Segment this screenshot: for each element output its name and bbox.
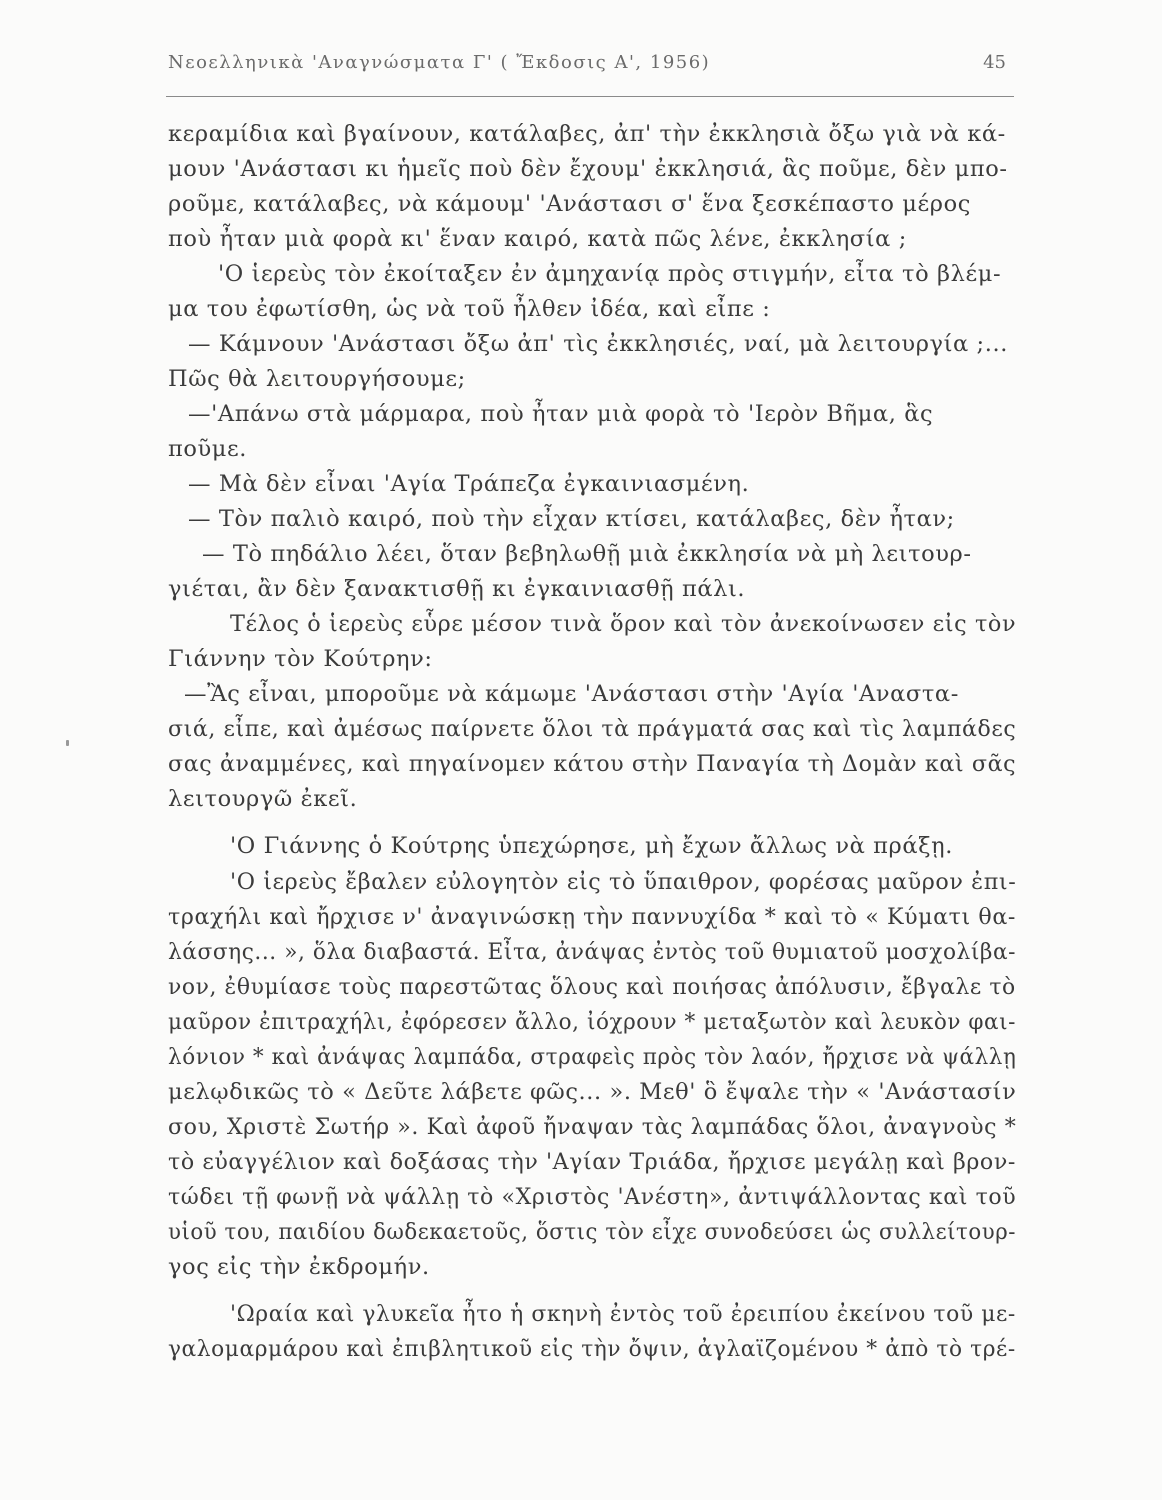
text-line: — Μὰ δὲν εἶναι 'Αγία Τράπεζα ἐγκαινιασμένη. [188, 471, 750, 497]
text-line: τὸ εὐαγγέλιον καὶ δοξάσας τὴν 'Αγίαν Τριάδα, ἤρχισε μεγάλῃ καὶ βρον- [168, 1149, 1016, 1175]
text-line: 'Ωραία καὶ γλυκεῖα ἦτο ἡ σκηνὴ ἐντὸς τοῦ ἐρειπίου ἐκείνου τοῦ με- [230, 1301, 1016, 1327]
text-line: μα του ἐφωτίσθη, ὡς νὰ τοῦ ἦλθεν ἰδέα, καὶ εἶπε : [168, 296, 771, 322]
running-header [168, 48, 1010, 88]
page-number: 45 [983, 52, 1006, 73]
text-line: κεραμίδια καὶ βγαίνουν, κατάλαβες, ἀπ' τὴν ἐκκλησιὰ ὄξω γιὰ νὰ κά- [168, 121, 1006, 147]
text-line: — Κάμνουν 'Ανάστασι ὄξω ἀπ' τὶς ἐκκλησιές, ναί, μὰ λειτουργία ;... [188, 331, 1008, 357]
text-line: μουν 'Ανάστασι κι ἡμεῖς ποὺ δὲν ἔχουμ' ἐκκλησιά, ἃς ποῦμε, δὲν μπο- [168, 156, 1008, 182]
text-line: ροῦμε, κατάλαβες, νὰ κάμουμ' 'Ανάστασι σ' ἕνα ξεσκέπαστο μέρος [168, 191, 971, 217]
text-line: Τέλος ὁ ἱερεὺς εὗρε μέσον τινὰ ὅρον καὶ τὸν ἀνεκοίνωσεν εἰς τὸν [230, 611, 1017, 637]
text-line: γιέται, ἂν δὲν ξανακτισθῇ κι ἐγκαινιασθῇ πάλι. [168, 576, 746, 602]
text-line: νον, ἐθυμίασε τοὺς παρεστῶτας ὅλους καὶ ποιήσας ἀπόλυσιν, ἔβγαλε τὸ [168, 974, 1016, 1000]
text-line: μελῳδικῶς τὸ « Δεῦτε λάβετε φῶς... ». Μεθ' ὃ ἔψαλε τὴν « 'Ανάστασίν [168, 1079, 1017, 1105]
text-line: 'Ο ἱερεὺς ἔβαλεν εὐλογητὸν εἰς τὸ ὕπαιθρον, φορέσας μαῦρον ἐπι- [230, 869, 1017, 895]
header-rule [166, 96, 1014, 97]
scan-speck [66, 740, 69, 746]
text-line: Πῶς θὰ λειτουργήσουμε; [168, 366, 466, 392]
text-line: ποὺ ἦταν μιὰ φορὰ κι' ἕναν καιρό, κατὰ πῶς λένε, ἐκκλησία ; [168, 226, 907, 252]
text-line: —'Απάνω στὰ μάρμαρα, ποὺ ἦταν μιὰ φορὰ τὸ 'Ιερὸν Βῆμα, ἃς [188, 401, 934, 427]
text-line: —Ἂς εἶναι, μποροῦμε νὰ κάμωμε 'Ανάστασι στὴν 'Αγία 'Αναστα- [184, 681, 959, 707]
text-line: υἱοῦ του, παιδίου δωδεκαετοῦς, ὅστις τὸν εἶχε συνοδεύσει ὡς συλλείτουρ- [168, 1219, 1017, 1245]
running-header-title: Νεοελληνικὰ 'Αναγνώσματα Γ' ( Ἔκδοσις Α', 1956) [168, 52, 711, 73]
text-line: ποῦμε. [168, 436, 248, 462]
text-line: — Τὸ πηδάλιο λέει, ὅταν βεβηλωθῇ μιὰ ἐκκλησία νὰ μὴ λειτουρ- [202, 541, 972, 567]
text-line: γος εἰς τὴν ἐκδρομήν. [168, 1254, 430, 1280]
text-line: Γιάννην τὸν Κούτρην: [168, 646, 433, 672]
text-line: λάσσης... », ὅλα διαβαστά. Εἶτα, ἀνάψας ἐντὸς τοῦ θυμιατοῦ μοσχολίβα- [168, 939, 1017, 965]
text-line: σας ἀναμμένες, καὶ πηγαίνομεν κάτου στὴν Παναγία τὴ Δομὰν καὶ σᾶς [168, 751, 1017, 777]
text-line: λειτουργῶ ἐκεῖ. [168, 786, 358, 812]
text-line: γαλομαρμάρου καὶ ἐπιβλητικοῦ εἰς τὴν ὄψιν, ἀγλαϊζομένου * ἀπὸ τὸ τρέ- [168, 1336, 1016, 1362]
text-line: μαῦρον ἐπιτραχήλι, ἐφόρεσεν ἄλλο, ἰόχρουν * μεταξωτὸν καὶ λευκὸν φαι- [168, 1009, 1017, 1035]
text-line: σιά, εἶπε, καὶ ἀμέσως παίρνετε ὅλοι τὰ πράγματά σας καὶ τὶς λαμπάδες [168, 716, 1017, 742]
text-line: τραχήλι καὶ ἤρχισε ν' ἀναγινώσκῃ τὴν παννυχίδα * καὶ τὸ « Κύματι θα- [168, 904, 1016, 930]
text-line: 'Ο ἱερεὺς τὸν ἐκοίταξεν ἐν ἀμηχανίᾳ πρὸς στιγμήν, εἶτα τὸ βλέμ- [218, 261, 1002, 287]
text-line: λόνιον * καὶ ἀνάψας λαμπάδα, στραφεὶς πρὸς τὸν λαόν, ἤρχισε νὰ ψάλλῃ [168, 1044, 1017, 1070]
text-line: 'Ο Γιάννης ὁ Κούτρης ὑπεχώρησε, μὴ ἔχων ἄλλως νὰ πράξῃ. [230, 833, 953, 859]
text-line: τώδει τῇ φωνῇ νὰ ψάλλῃ τὸ «Χριστὸς 'Ανέστη», ἀντιψάλλοντας καὶ τοῦ [168, 1184, 1017, 1210]
text-line: — Τὸν παλιὸ καιρό, ποὺ τὴν εἶχαν κτίσει, κατάλαβες, δὲν ἦταν; [188, 506, 955, 532]
text-line: σου, Χριστὲ Σωτήρ ». Καὶ ἀφοῦ ἤναψαν τὰς λαμπάδας ὅλοι, ἀναγνοὺς * [168, 1114, 1017, 1140]
